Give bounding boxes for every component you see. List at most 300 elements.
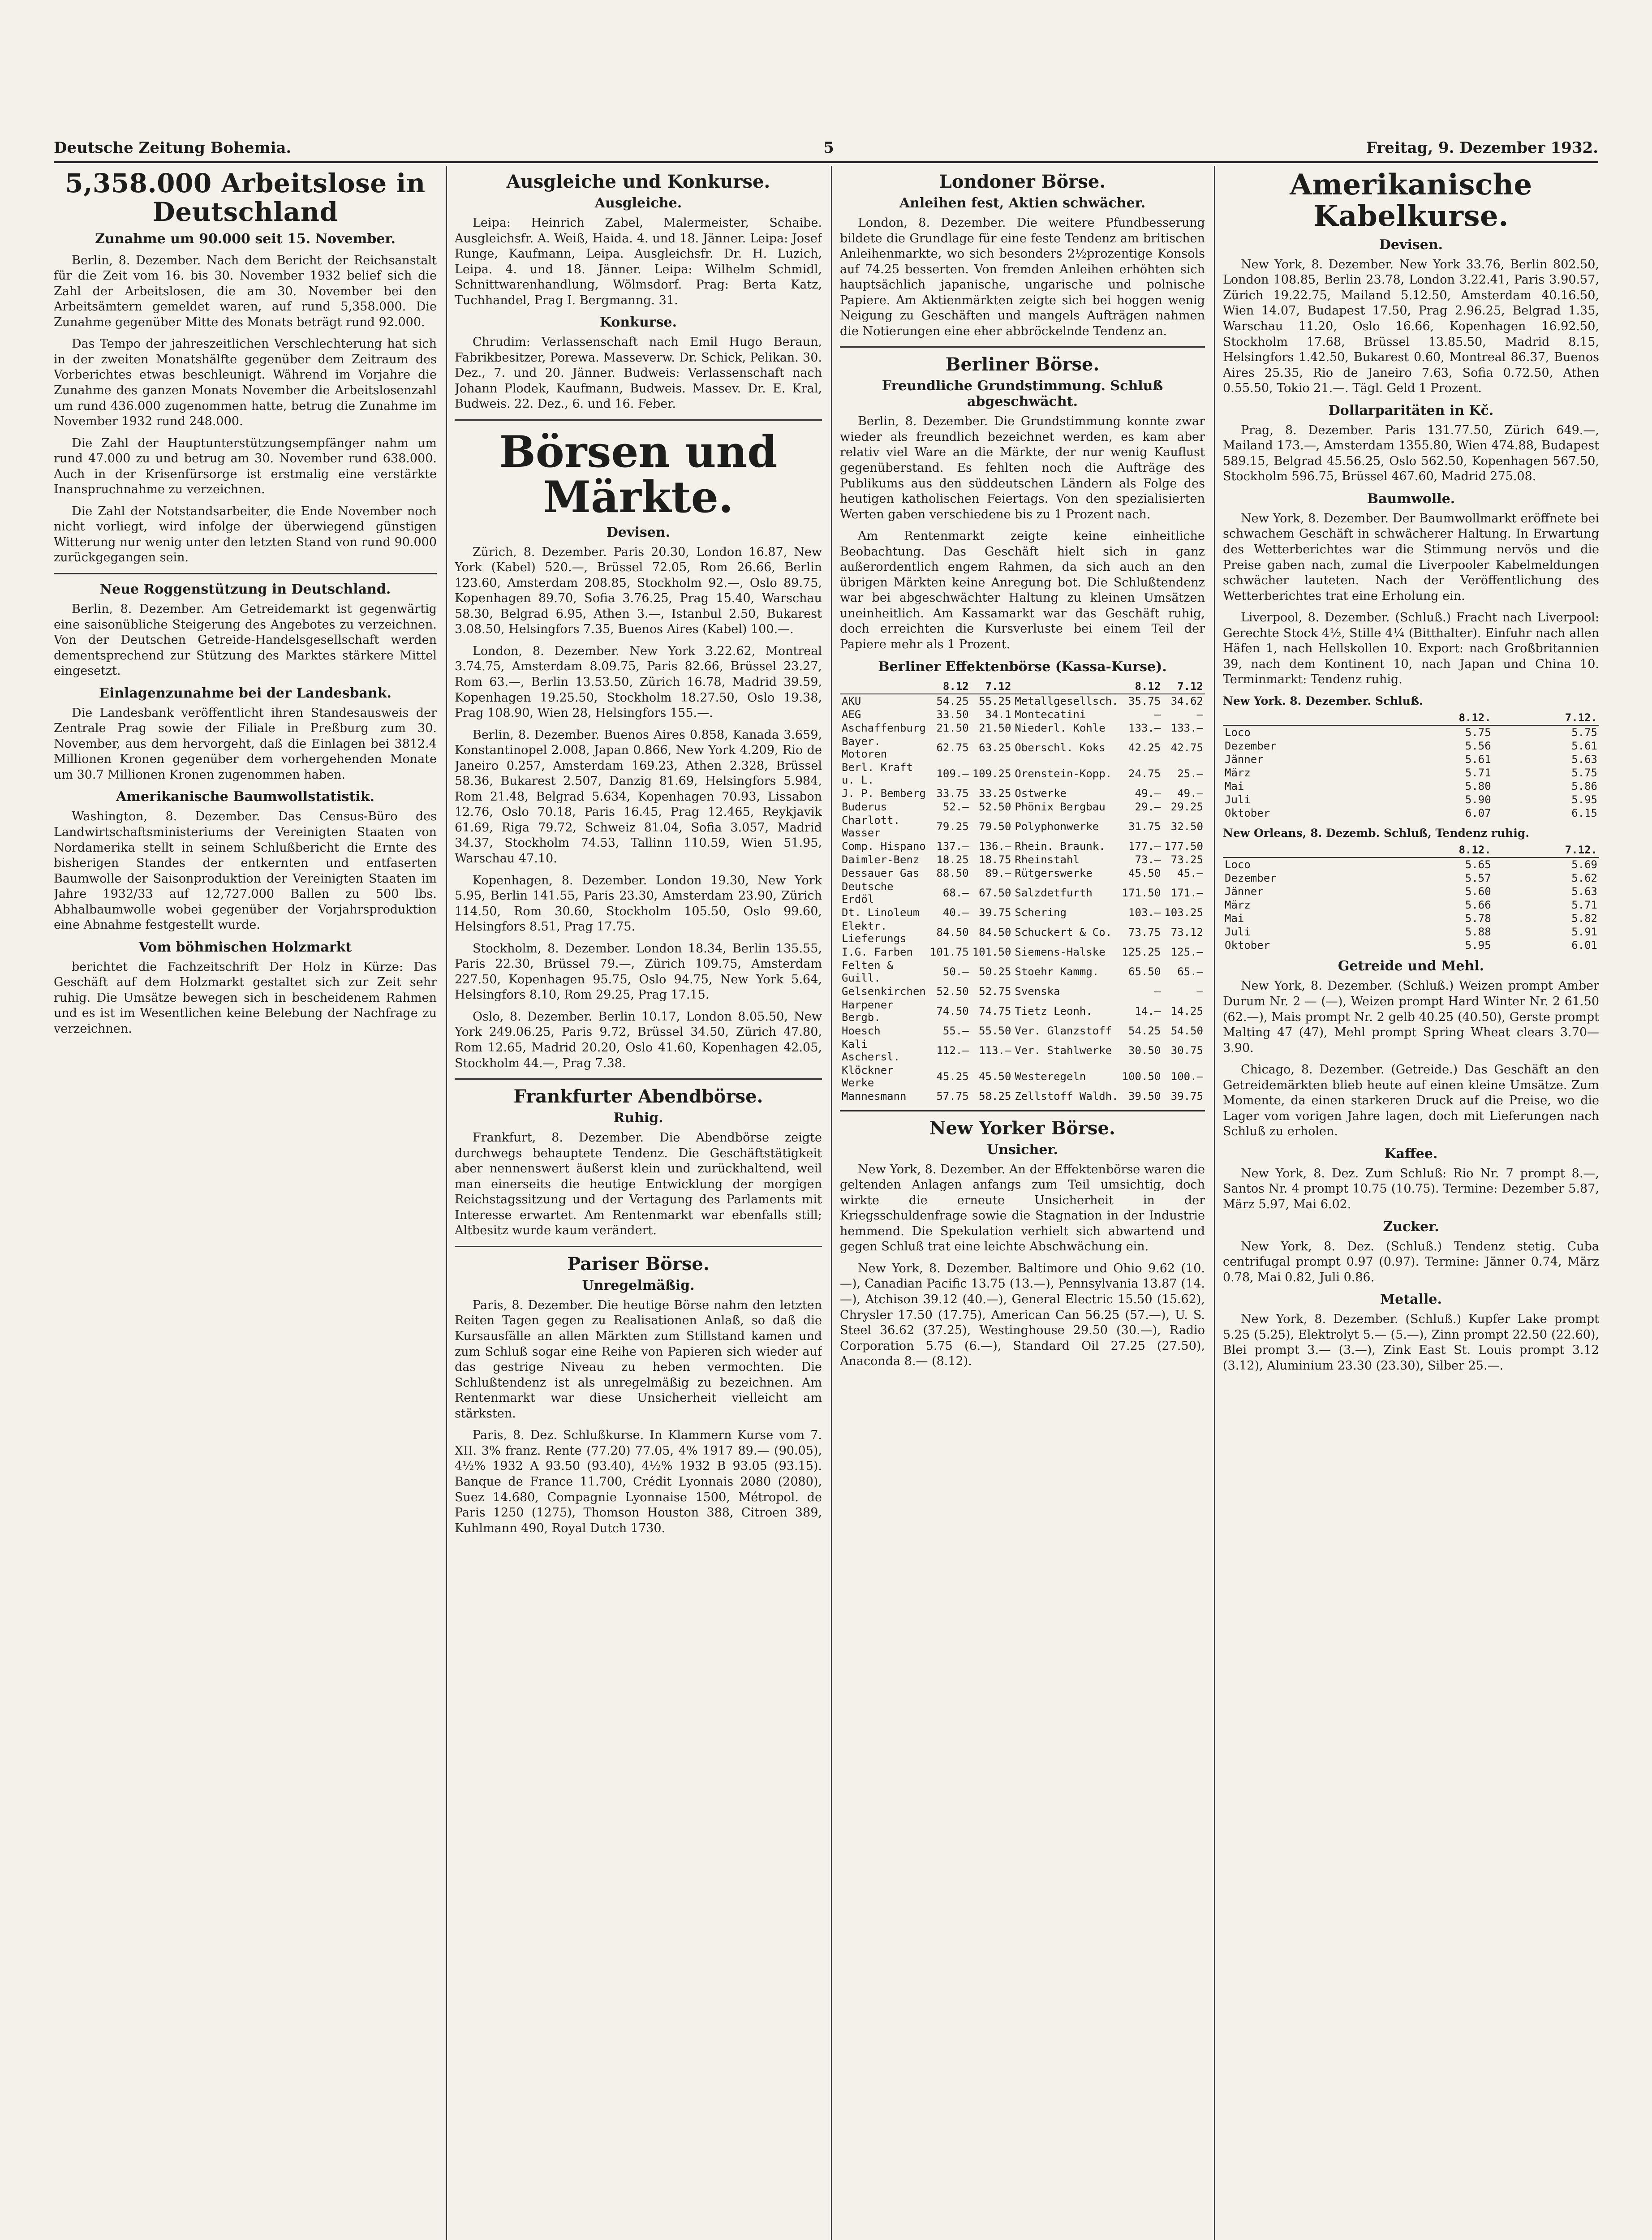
article-paragraph: London, 8. Dezember. Die weitere Pfundbesserung bildete die Grundlage für eine feste Tendenz am britischen Anleihenmarkte, wo sich besonders 2½prozentige Konsols auf 74.25 besserten. Von fremden Anleihen erhöhten sich hauptsächlich japanische, ungarische und polnische Papiere. Am Aktienmärkten zeigte sich bei hoggen wenig Neigung zu Geschäften und mangels Aufträgen nahmen die Notierungen eine eher abbröckelnde Tendenz an.	[840, 216, 1205, 338]
heading-roggen: Neue Roggenstützung in Deutschland.	[99, 581, 391, 597]
effekten-row	[840, 880, 1205, 906]
effekten-row	[840, 998, 1205, 1024]
effekten-table	[840, 679, 1205, 1103]
table-cell: Polyphonwerke	[1015, 820, 1099, 833]
effekten-row	[840, 1090, 1205, 1103]
heading-einlagen: Einlagenzunahme bei der Landesbank.	[99, 685, 391, 701]
table-cell: Elektr. Lieferungs	[842, 919, 907, 945]
table-cell: 14.—	[1135, 1004, 1161, 1017]
table-cell: Loco	[1225, 858, 1251, 871]
table-cell: 136.—	[979, 840, 1011, 853]
quote-paragraph: Zürich, 8. Dezember. Paris 20.30, London 16.87, New York (Kabel) 520.—, Brüssel 72.05, Rom 26.66, Berlin 123.60, Amsterdam 208.85, Stockholm 92.—, Oslo 89.75, Kopenhagen 89.70, Sofia 3.76.25, Prag 15.40, Warschau 58.30, Belgrad 6.95, Athen 3.—, Istanbul 2.50, Bukarest 3.08.50, Helsingfors 7.35, Buenos Aires (Kabel) 100.—.	[455, 545, 822, 637]
cotton-orleans-title: New Orleans, 8. Dezemb. Schluß, Tendenz ruhig.	[1223, 827, 1530, 840]
table-cell: J. P. Bemberg	[842, 787, 926, 800]
table-cell: 113.—	[979, 1044, 1011, 1057]
table-cell: Harpener Bergb.	[842, 998, 894, 1024]
table-cell: 79.50	[979, 820, 1011, 833]
table-cell: Rhein. Braunk.	[1015, 840, 1106, 853]
table-cell: 5.60	[1465, 885, 1491, 898]
subheading-metalle: Metalle.	[1380, 1292, 1442, 1308]
table-cell: 5.80	[1465, 780, 1491, 793]
table-cell: 177.50	[1164, 840, 1203, 853]
table-cell: 5.75	[1571, 726, 1597, 739]
table-cell: Tietz Leonh.	[1015, 1004, 1093, 1017]
column-1	[54, 166, 437, 2240]
table-cell: 6.07	[1465, 807, 1491, 820]
effekten-row	[840, 906, 1205, 919]
quote-paragraph: New York, 8. Dezember. (Schluß.) Kupfer Lake prompt 5.25 (5.25), Elektrolyt 5.— (5.—), Zinn prompt 22.50 (22.60), Blei prompt 3.— (3.—), Zink East St. Louis prompt 3.12 (3.12), Aluminium 23.30 (23.30), Silber 25.—.	[1223, 1312, 1599, 1373]
issue-date: Freitag, 9. Dezember 1932.	[1366, 139, 1598, 157]
table-cell: 68.—	[942, 886, 969, 899]
table-cell: 45.50	[979, 1070, 1011, 1083]
column-2	[455, 166, 822, 2240]
cotton-orleans-row	[1223, 871, 1599, 885]
table-cell: 5.88	[1465, 926, 1491, 939]
table-cell: Ver. Glanzstoff	[1015, 1024, 1112, 1037]
subheading-konkurse: Konkurse.	[599, 314, 677, 331]
divider	[840, 346, 1205, 348]
subheading-getreide: Getreide und Mehl.	[1338, 958, 1484, 974]
table-cell: 125.25	[1122, 945, 1161, 958]
table-cell: 33.75	[936, 787, 969, 800]
column-3	[840, 166, 1205, 2240]
subheading-newyork: Unsicher.	[987, 1142, 1058, 1158]
table-header-cell	[840, 679, 928, 694]
table-cell: Mai	[1225, 780, 1244, 793]
effekten-row	[840, 800, 1205, 814]
table-cell: 84.50	[979, 926, 1011, 939]
article-paragraph: Chicago, 8. Dezember. (Getreide.) Das Geschäft an den Getreidemärkten blieb heute auf einen kleine Umsätze. Zum Momente, da einen starkeren Druck auf die Preise, wo die Lager vom vorigen Jahre lagen, doch mit Lieferungen nach Schluß zu erholen.	[1223, 1063, 1599, 1139]
effekten-row	[840, 787, 1205, 800]
table-cell: 5.69	[1571, 858, 1597, 871]
table-cell: 6.15	[1571, 807, 1597, 820]
table-cell: 31.75	[1128, 820, 1161, 833]
table-cell: 67.50	[979, 886, 1011, 899]
table-cell: 29.—	[1135, 800, 1161, 813]
table-cell: 5.61	[1465, 753, 1491, 766]
table-cell: 73.—	[1135, 853, 1161, 866]
effekten-row	[840, 1038, 1205, 1064]
divider	[54, 573, 437, 574]
table-cell: Deutsche Erdöl	[842, 880, 894, 905]
cotton-ny-table	[1223, 711, 1599, 820]
subheading-frankfurt: Ruhig.	[613, 1110, 663, 1126]
table-cell: 55.—	[942, 1024, 969, 1037]
table-cell: 137.—	[936, 840, 969, 853]
subheading-zucker: Zucker.	[1383, 1219, 1439, 1235]
divider	[455, 1078, 822, 1080]
table-cell: 100.50	[1122, 1070, 1161, 1083]
table-cell: Mai	[1225, 912, 1244, 925]
table-cell: 42.25	[1128, 741, 1161, 754]
effekten-row	[840, 1064, 1205, 1090]
heading-ausgleiche: Ausgleiche und Konkurse.	[506, 171, 770, 192]
table-cell: 5.75	[1465, 726, 1491, 739]
article-paragraph: Die Zahl der Notstandsarbeiter, die Ende November noch nicht vorliegt, wird infolge der überwiegend günstigen Witterung nur wenig unter den letzten Stand von rund 90.000 zurückgegangen sein.	[54, 504, 437, 565]
table-header-cell: 8.12	[1120, 679, 1163, 694]
article-paragraph: New York, 8. Dezember. An der Effektenbörse waren die geltenden Anlagen anfangs zum Teil umsichtig, doch wirkte die erneute Unsicherheit in der Kriegsschuldenfrage sowie die Stagnation in der Industrie hemmend. Die Spekulation verhielt sich abwartend und gegen Schluß trat eine leichte Abschwächung ein.	[840, 1162, 1205, 1254]
table-cell: 5.91	[1571, 926, 1597, 939]
table-cell: 103.—	[1128, 906, 1161, 919]
table-cell: 39.75	[1170, 1090, 1203, 1103]
table-cell: 5.71	[1571, 899, 1597, 912]
heading-baumwollstatistik: Amerikanische Baumwollstatistik.	[116, 789, 375, 805]
table-cell: 5.75	[1571, 767, 1597, 780]
quote-paragraph: New York, 8. Dezember. New York 33.76, Berlin 802.50, London 108.85, Berlin 23.78, London 3.22.41, Paris 3.90.57, Zürich 19.22.75, Mailand 5.12.50, Amsterdam 40.16.50, Wien 14.07, Budapest 17.50, Prag 2.96.25, Belgrad 1.35, Warschau 11.20, Oslo 16.66, Kopenhagen 16.92.50, Stockholm 17.68, Brüssel 13.85.50, Madrid 8.15, Helsingfors 1.42.50, Bukarest 0.60, Montreal 86.37, Buenos Aires 25.35, Rio de Janeiro 7.63, Sofia 0.72.50, Athen 0.55.50, Tokio 21.—. Tägl. Geld 1 Prozent.	[1223, 257, 1599, 396]
table-cell: 100.—	[1170, 1070, 1203, 1083]
subheading-berliner: Freundliche Grundstimmung. Schluß abgeschwächt.	[882, 378, 1163, 410]
article-paragraph: Paris, 8. Dezember. Die heutige Börse nahm den letzten Reiten Tagen gegen zu Realisationen Anlaß, so daß die Kursausfälle an allen Märkten zum Stillstand kamen und zum Schluß sogar eine Reihe von Papieren sich wieder auf das gestrige Niveau zu heben vermochten. Die Schlußtendenz ist als unregelmäßig zu bezeichnen. Am Rentenmarkt war diese Unsicherheit vielleicht am stärksten.	[455, 1298, 822, 1421]
table-header-cell: 8.12.	[1386, 711, 1493, 725]
table-cell: 88.50	[936, 866, 969, 879]
article-paragraph: Berlin, 8. Dezember. Nach dem Bericht der Reichsanstalt für die Zeit vom 16. bis 30. November 1932 belief sich die Zahl der Arbeitslosen, die am 30. November bei den Arbeitsämtern gemeldet waren, auf rund 5,358.000. Die Zunahme gegenüber Mitte des Monats beträgt rund 92.000.	[54, 253, 437, 329]
subheading-dollar: Dollarparitäten in Kč.	[1328, 402, 1494, 418]
table-cell: 55.50	[979, 1024, 1011, 1037]
subheading-devisen: Devisen.	[606, 524, 671, 540]
effekten-row	[840, 866, 1205, 880]
article-paragraph: Chrudim: Verlassenschaft nach Emil Hugo Beraun, Fabrikbesitzer, Porewa. Masseverw. Dr. Schick, Pelikan. 30. Dez., 7. und 20. Jänner. Budweis: Verlassenschaft nach Johann Plodek, Kaufmann, Budweis. Massev. Dr. E. Kral, Budweis. 22. Dez., 6. und 16. Feber.	[455, 335, 822, 411]
table-cell: 45.25	[936, 1070, 969, 1083]
cotton-orleans-row	[1223, 885, 1599, 898]
article-paragraph: New York, 8. Dezember. Der Baumwollmarkt eröffnete bei schwachem Geschäft in schwächerer Haltung. In Erwartung des Wetterberichtes war die Stimmung nervös und die Preise gaben nach, zumal die Liverpooler Kabelmeldungen schwächer lauteten. Nach der Veröffentlichung des Wetterberichtes trat eine Erholung ein.	[1223, 511, 1599, 603]
heading-boersen-maerkte: Börsen und Märkte.	[499, 426, 778, 522]
column-rule	[1214, 166, 1215, 2240]
cotton-ny-row	[1223, 766, 1599, 780]
table-cell: 5.86	[1571, 780, 1597, 793]
table-cell: Buderus	[842, 800, 887, 813]
effekten-row	[840, 708, 1205, 721]
effekten-row	[840, 959, 1205, 985]
table-cell: 52.—	[942, 800, 969, 813]
table-cell: 57.75	[936, 1090, 969, 1103]
table-cell: 50.25	[979, 965, 1011, 978]
table-header-cell: 8.12	[928, 679, 971, 694]
table-cell: —	[1154, 708, 1161, 721]
heading-paris: Pariser Börse.	[567, 1253, 710, 1275]
article-paragraph: Leipa: Heinrich Zabel, Malermeister, Schaibe. Ausgleichsfr. A. Weiß, Haida. 4. und 18. Jänner. Leipa: Josef Runge, Kaufmann, Leipa. Ausgleichsfr. Dr. H. Luzich, Leipa. 4. und 18. Jänner. Leipa: Wilhelm Schmidl, Schnittwarenhandlung, Wölmsdorf. Prag: Berta Katz, Tuchhandel, Prag I. Bergmanng. 31.	[455, 216, 822, 307]
table-cell: 18.75	[979, 853, 1011, 866]
table-cell: Montecatini	[1015, 708, 1086, 721]
effekten-row	[840, 735, 1205, 761]
table-cell: 133.—	[1170, 721, 1203, 734]
table-cell: Schuckert & Co.	[1015, 926, 1112, 939]
table-cell: Juli	[1225, 793, 1251, 806]
table-cell: 33.50	[936, 708, 969, 721]
subheading-devisen: Devisen.	[1379, 237, 1443, 253]
table-cell: 5.63	[1571, 885, 1597, 898]
quote-paragraph: Kopenhagen, 8. Dezember. London 19.30, New York 5.95, Berlin 141.55, Paris 23.30, Amsterdam 23.90, Zürich 114.50, Rom 30.60, Stockholm 105.50, Oslo 99.60, Helsingfors 8.51, Prag 17.75.	[455, 873, 822, 934]
heading-effekten: Berliner Effektenbörse (Kassa-Kurse).	[878, 659, 1167, 675]
table-cell: Kali Aschersl.	[842, 1038, 900, 1063]
cotton-orleans-table	[1223, 843, 1599, 952]
table-cell: 62.75	[936, 741, 969, 754]
quote-paragraph: New York, 8. Dez. Zum Schluß: Rio Nr. 7 prompt 8.—, Santos Nr. 4 prompt 10.75 (10.75). Termine: Dezember 5.87, März 5.97, Mai 6.02.	[1223, 1166, 1599, 1211]
article-paragraph: Berlin, 8. Dezember. Die Grundstimmung konnte zwar wieder als freundlich bezeichnet werden, es kam aber relativ viel Ware an die Märkte, der nur wenig Kauflust gegenüberstand. Es fehlten noch die Aufträge des Publikums aus den süddeutschen Ländern als Folge des heutigen katholischen Feiertags. Von den spezialisierten Werten gaben verschiedene bis zu 1 Prozent nach.	[840, 414, 1205, 521]
table-cell: 177.—	[1128, 840, 1161, 853]
headline-unemployment: 5,358.000 Arbeitslose in Deutschland	[65, 168, 426, 227]
table-cell: 14.25	[1170, 1004, 1203, 1017]
table-cell: 34.1	[985, 708, 1011, 721]
table-cell: 65.—	[1177, 965, 1203, 978]
quote-paragraph: New York, 8. Dez. (Schluß.) Tendenz stetig. Cuba centrifugal prompt 0.97 (0.97). Termine: Jänner 0.74, März 0.78, Mai 0.82, Juli 0.86.	[1223, 1239, 1599, 1284]
table-cell: 89.—	[985, 866, 1011, 879]
table-cell: 58.25	[979, 1090, 1011, 1103]
table-header-cell: 8.12.	[1386, 843, 1493, 857]
table-cell: AEG	[842, 708, 861, 721]
table-cell: 63.25	[979, 741, 1011, 754]
quote-paragraph: Oslo, 8. Dezember. Berlin 10.17, London 8.05.50, New York 249.06.25, Paris 9.72, Brüssel 34.50, Zürich 47.80, Rom 12.65, Madrid 20.20, Oslo 41.60, Kopenhagen 42.05, Stockholm 44.—, Prag 7.38.	[455, 1009, 822, 1070]
table-cell: 125.—	[1170, 945, 1203, 958]
table-cell: 30.75	[1170, 1044, 1203, 1057]
table-cell: Siemens-Halske	[1015, 945, 1106, 958]
table-cell: Klöckner Werke	[842, 1064, 894, 1089]
table-cell: Jänner	[1225, 885, 1264, 898]
table-cell: Zellstoff Waldh.	[1015, 1090, 1119, 1103]
effekten-row	[840, 919, 1205, 945]
heading-berliner: Berliner Börse.	[945, 354, 1100, 375]
table-cell: Orenstein-Kopp.	[1015, 767, 1112, 780]
table-header-cell: 7.12	[971, 679, 1013, 694]
table-cell: März	[1225, 899, 1251, 912]
table-cell: März	[1225, 767, 1251, 780]
table-cell: 21.50	[979, 721, 1011, 734]
table-cell: Comp. Hispano	[842, 840, 926, 853]
cotton-ny-title: New York. 8. Dezember. Schluß.	[1223, 694, 1423, 707]
running-head	[54, 130, 1598, 163]
table-cell: 101.75	[930, 945, 969, 958]
table-cell: Juli	[1225, 926, 1251, 939]
table-cell: Niederl. Kohle	[1015, 721, 1106, 734]
table-cell: 109.—	[936, 767, 969, 780]
table-cell: 5.95	[1465, 939, 1491, 952]
table-cell: 52.75	[979, 985, 1011, 998]
table-cell: 5.61	[1571, 740, 1597, 753]
cotton-ny-row	[1223, 739, 1599, 753]
table-cell: Salzdetfurth	[1015, 886, 1093, 899]
divider	[455, 1246, 822, 1247]
article-paragraph: Liverpool, 8. Dezember. (Schluß.) Fracht nach Liverpool: Gerechte Stock 4½, Stille 4¼ (Bitthalter). Einfuhr nach allen Häfen 1, nach Hellskollen 10. Export: nach Großbritannien 39, nach dem Kontinent 10, nach Japan und China 10. Terminmarkt: Tendenz ruhig.	[1223, 611, 1599, 687]
table-cell: Schering	[1015, 906, 1067, 919]
table-cell: Charlott. Wasser	[842, 814, 900, 839]
table-cell: 54.25	[936, 694, 969, 707]
divider	[455, 419, 822, 421]
table-cell: Dt. Linoleum	[842, 906, 920, 919]
effekten-row	[840, 1024, 1205, 1038]
subheading-paris: Unregelmäßig.	[582, 1277, 695, 1293]
table-cell: Berl. Kraft u. L.	[842, 761, 913, 786]
article-paragraph: Das Tempo der jahreszeitlichen Verschlechterung hat sich in der zweiten Monatshälfte gegenüber dem Zeitraum des Vorberichtes etwas beschleunigt. Während im Vorjahre die Zunahme des ganzen Monats November die Arbeitslosenzahl um rund 436.000 zugenommen hatte, betrug die Zunahme im November 1932 rund 248.000.	[54, 337, 437, 429]
table-cell: 171.—	[1170, 886, 1203, 899]
table-cell: 45.50	[1128, 866, 1161, 879]
table-cell: Metallgesellsch.	[1015, 694, 1119, 707]
table-cell: 54.25	[1128, 1024, 1161, 1037]
effekten-row	[840, 761, 1205, 787]
table-cell: 49.—	[1135, 787, 1161, 800]
table-cell: 49.—	[1177, 787, 1203, 800]
quote-paragraph: Stockholm, 8. Dezember. London 18.34, Berlin 135.55, Paris 22.30, Brüssel 79.—, Zürich 109.75, Amsterdam 227.50, Kopenhagen 95.75, Oslo 94.75, New York 5.64, Helsingfors 8.10, Rom 29.25, Prag 17.15.	[455, 941, 822, 1002]
table-cell: 101.50	[972, 945, 1011, 958]
table-cell: 73.12	[1170, 926, 1203, 939]
subheading-kaffee: Kaffee.	[1384, 1146, 1438, 1162]
cotton-orleans-row	[1223, 912, 1599, 925]
cotton-ny-row	[1223, 753, 1599, 766]
effekten-row	[840, 840, 1205, 853]
table-cell: 42.75	[1170, 741, 1203, 754]
cotton-orleans-row	[1223, 857, 1599, 871]
table-cell: 171.50	[1122, 886, 1161, 899]
cotton-orleans-row	[1223, 939, 1599, 952]
table-cell: 103.25	[1164, 906, 1203, 919]
table-cell: Aschaffenburg	[842, 721, 926, 734]
article-paragraph: Washington, 8. Dezember. Das Census-Büro des Landwirtschaftsministeriums der Vereinigten Staaten von Nordamerika stellt in seinem Schlußbericht die Ernte des bisherigen Standes der entkernten und entfaserten Baumwolle der Saisonproduktion der Vereinigten Staaten im Jahre 1932/33 auf 12,727.000 Ballen zu 500 lbs. Abhalbaumwolle wobei gegenüber der Vorjahrsproduktion eine Abnahme festgestellt wurde.	[54, 810, 437, 932]
table-cell: 52.50	[979, 800, 1011, 813]
table-cell: 109.25	[972, 767, 1011, 780]
table-cell: 73.75	[1128, 926, 1161, 939]
page-number: 5	[823, 139, 834, 157]
quote-paragraph: London, 8. Dezember. New York 3.22.62, Montreal 3.74.75, Amsterdam 8.09.75, Paris 82.66, Brüssel 23.27, Rom 63.—, Berlin 13.53.50, Zürich 16.78, Madrid 39.59, Kopenhagen 19.25.50, Stockholm 18.27.50, Oslo 19.38, Prag 108.90, Wien 28, Helsingfors 155.—.	[455, 644, 822, 720]
table-cell: 18.25	[936, 853, 969, 866]
cotton-ny-row	[1223, 725, 1599, 739]
subheading-londoner: Anleihen fest, Aktien schwächer.	[899, 195, 1146, 211]
table-cell: Dezember	[1225, 740, 1277, 753]
table-cell: 39.75	[979, 906, 1011, 919]
quote-paragraph: Prag, 8. Dezember. Paris 131.77.50, Zürich 649.—, Mailand 173.—, Amsterdam 1355.80, Wien 474.88, Budapest 589.15, Belgrad 45.56.25, Oslo 562.50, Kopenhagen 567.50, Stockholm 596.75, Brüssel 467.60, Madrid 275.08.	[1223, 423, 1599, 484]
cotton-ny-row	[1223, 793, 1599, 806]
table-cell: 55.25	[979, 694, 1011, 707]
effekten-row	[840, 945, 1205, 959]
table-cell: Oberschl. Koks	[1015, 741, 1106, 754]
table-cell: 33.25	[979, 787, 1011, 800]
table-cell: 65.50	[1128, 965, 1161, 978]
table-cell: 6.01	[1571, 939, 1597, 952]
subheading-baumwolle: Baumwolle.	[1367, 491, 1455, 507]
article-paragraph: Frankfurt, 8. Dezember. Die Abendbörse zeigte durchwegs behauptete Tendenz. Die Geschäftstätigkeit aber nennenswert äußerst klein und zurückhaltend, weil man einerseits die heutige Entwicklung der morgigen Reichstagssitzung und der Vertagung des Parlaments mit Interesse erwartet. Am Rentenmarkt war ebenfalls still; Altbesitz wurde kaum verändert.	[455, 1131, 822, 1238]
table-cell: —	[1196, 985, 1203, 998]
table-cell: 50.—	[942, 965, 969, 978]
effekten-row	[840, 814, 1205, 840]
table-cell: Ver. Stahlwerke	[1015, 1044, 1112, 1057]
heading-kabelkurse: Amerikanische Kabelkurse.	[1290, 168, 1532, 233]
table-cell: 5.78	[1465, 912, 1491, 925]
quote-paragraph: New York, 8. Dezember. (Schluß.) Weizen prompt Amber Durum Nr. 2 — (—), Weizen prompt Hard Winter Nr. 2 61.50 (62.—), Mais prompt Nr. 2 gelb 40.25 (40.50), Gerste prompt Malting 47 (47), Mehl prompt Spring Wheat clears 3.70—3.90.	[1223, 979, 1599, 1055]
table-cell: 34.62	[1170, 694, 1203, 707]
table-cell: Westeregeln	[1015, 1070, 1086, 1083]
table-cell: 5.56	[1465, 740, 1491, 753]
effekten-row	[840, 694, 1205, 708]
table-header-cell	[1223, 843, 1386, 857]
table-header-cell	[1013, 679, 1120, 694]
table-cell: 133.—	[1128, 721, 1161, 734]
heading-newyork: New Yorker Börse.	[929, 1117, 1115, 1139]
table-cell: 5.95	[1571, 793, 1597, 806]
table-cell: Ostwerke	[1015, 787, 1067, 800]
quote-paragraph: New York, 8. Dezember. Baltimore und Ohio 9.62 (10.—), Canadian Pacific 13.75 (13.—), Pennsylvania 13.87 (14.—), Atchison 39.12 (40.—), General Electric 15.50 (15.62), Chrysler 17.50 (17.75), American Can 56.25 (57.—), U. S. Steel 36.62 (37.25), Westinghouse 29.50 (30.—), Radio Corporation 5.75 (6.—), Standard Oil 27.25 (27.50), Anaconda 8.— (8.12).	[840, 1261, 1205, 1369]
column-rule	[831, 166, 832, 2240]
table-cell: Rheinstahl	[1015, 853, 1080, 866]
table-cell: Phönix Bergbau	[1015, 800, 1106, 813]
table-cell: 74.50	[936, 1004, 969, 1017]
table-cell: 5.71	[1465, 767, 1491, 780]
cotton-orleans-row	[1223, 898, 1599, 912]
quote-paragraph: Paris, 8. Dez. Schlußkurse. In Klammern Kurse vom 7. XII. 3% franz. Rente (77.20) 77.05, 4% 1917 89.— (90.05), 4½% 1932 A 93.50 (93.40), 4½% 1932 B 93.05 (93.15). Banque de France 11.700, Crédit Lyonnais 2080 (2080), Suez 14.680, Compagnie Lyonnaise 1500, Métropol. de Paris 1250 (1275), Thomson Houston 388, Citroen 389, Kuhlmann 490, Royal Dutch 1730.	[455, 1428, 822, 1535]
table-cell: 32.50	[1170, 820, 1203, 833]
table-cell: Dezember	[1225, 872, 1277, 885]
table-cell: 5.82	[1571, 912, 1597, 925]
table-cell: Gelsenkirchen	[842, 985, 926, 998]
table-cell: Svenska	[1015, 985, 1060, 998]
table-header-cell	[1223, 711, 1386, 725]
table-cell: 5.62	[1571, 872, 1597, 885]
article-paragraph: Die Zahl der Hauptunterstützungsempfänger nahm um rund 47.000 zu und betrug am 30. November rund 638.000. Auch in der Krisenfürsorge ist erstmalig eine verstärkte Inanspruchnahme zu verzeichnen.	[54, 436, 437, 497]
table-cell: 5.63	[1571, 753, 1597, 766]
table-cell: 40.—	[942, 906, 969, 919]
quote-paragraph: Berlin, 8. Dezember. Buenos Aires 0.858, Kanada 3.659, Konstantinopel 2.008, Japan 0.866, New York 4.209, Rio de Janeiro 0.257, Amsterdam 169.23, Athen 2.328, Brüssel 58.36, Bukarest 2.507, Danzig 81.69, Helsingfors 5.984, Rom 21.48, Belgrad 5.634, Kopenhagen 70.93, Lissabon 12.76, Oslo 70.18, Paris 16.45, Prag 12.465, Reykjavik 61.69, Riga 79.72, Schweiz 81.04, Sofia 3.057, Madrid 34.37, Stockholm 74.53, Tallinn 110.59, Wien 51.95, Warschau 47.10.	[455, 728, 822, 866]
column-rule	[446, 166, 447, 2240]
article-paragraph: berichtet die Fachzeitschrift Der Holz in Kürze: Das Geschäft auf dem Holzmarkt gestaltet sich zur Zeit sehr ruhig. Die Umsätze bewegen sich in bescheidenem Rahmen und es ist im Wesentlichen keine Belebung der Nachfrage zu verzeichnen.	[54, 960, 437, 1036]
table-cell: 35.75	[1128, 694, 1161, 707]
table-cell: 84.50	[936, 926, 969, 939]
table-cell: 29.25	[1170, 800, 1203, 813]
table-cell: Felten & Guill.	[842, 959, 894, 984]
table-header-cell: 7.12.	[1493, 711, 1599, 725]
table-cell: 112.—	[936, 1044, 969, 1057]
table-cell: Rütgerswerke	[1015, 866, 1093, 879]
table-cell: 30.50	[1128, 1044, 1161, 1057]
effekten-row	[840, 853, 1205, 866]
cotton-ny-row	[1223, 806, 1599, 820]
table-cell: 74.75	[979, 1004, 1011, 1017]
heading-holzmarkt: Vom böhmischen Holzmarkt	[138, 939, 352, 955]
table-cell: Daimler-Benz	[842, 853, 920, 866]
table-cell: —	[1154, 985, 1161, 998]
table-cell: —	[1196, 708, 1203, 721]
table-header-cell: 7.12.	[1493, 843, 1599, 857]
divider	[840, 1110, 1205, 1111]
table-cell: 25.—	[1177, 767, 1203, 780]
table-cell: 5.66	[1465, 899, 1491, 912]
table-cell: 45.—	[1177, 866, 1203, 879]
table-header-cell: 7.12	[1162, 679, 1205, 694]
masthead-title: Deutsche Zeitung Bohemia.	[54, 139, 292, 157]
table-cell: Dessauer Gas	[842, 866, 920, 879]
cotton-ny-row	[1223, 780, 1599, 793]
table-cell: 5.65	[1465, 858, 1491, 871]
column-4	[1223, 166, 1599, 2240]
article-paragraph: Berlin, 8. Dezember. Am Getreidemarkt ist gegenwärtig eine saisonübliche Steigerung des Angebotes zu verzeichnen. Von der Deutschen Getreide-Handelsgesellschaft werden dementsprechend zur Stützung des Marktes stärkere Mittel eingesetzt.	[54, 602, 437, 678]
subheading-ausgleiche: Ausgleiche.	[594, 195, 682, 211]
table-cell: 21.50	[936, 721, 969, 734]
table-cell: 79.25	[936, 820, 969, 833]
table-cell: I.G. Farben	[842, 945, 913, 958]
table-cell: 54.50	[1170, 1024, 1203, 1037]
article-paragraph: Am Rentenmarkt zeigte keine einheitliche Beobachtung. Das Geschäft hielt sich in ganz außerordentlich engem Rahmen, da sich auch an den übrigen Märkten keine Anregung bot. Die Schlußtendenz war bei abgeschwächter Haltung zu kleinen Umsätzen uneinheitlich. Am Kassamarkt war das Geschäft ruhig, doch erreichten die Kursverluste bei einem Teil der Papiere mehr als 1 Prozent.	[840, 529, 1205, 652]
table-cell: 52.50	[936, 985, 969, 998]
deck-unemployment: Zunahme um 90.000 seit 15. November.	[95, 231, 396, 247]
table-cell: 39.50	[1128, 1090, 1161, 1103]
table-cell: 5.90	[1465, 793, 1491, 806]
table-cell: Oktober	[1225, 939, 1270, 952]
table-cell: AKU	[842, 694, 861, 707]
table-cell: Stoehr Kammg.	[1015, 965, 1099, 978]
table-cell: Loco	[1225, 726, 1251, 739]
table-cell: 73.25	[1170, 853, 1203, 866]
table-cell: 5.57	[1465, 872, 1491, 885]
table-cell: Bayer. Motoren	[842, 735, 887, 760]
effekten-row	[840, 985, 1205, 998]
heading-londoner: Londoner Börse.	[939, 171, 1106, 192]
table-cell: 24.75	[1128, 767, 1161, 780]
table-cell: Jänner	[1225, 753, 1264, 766]
